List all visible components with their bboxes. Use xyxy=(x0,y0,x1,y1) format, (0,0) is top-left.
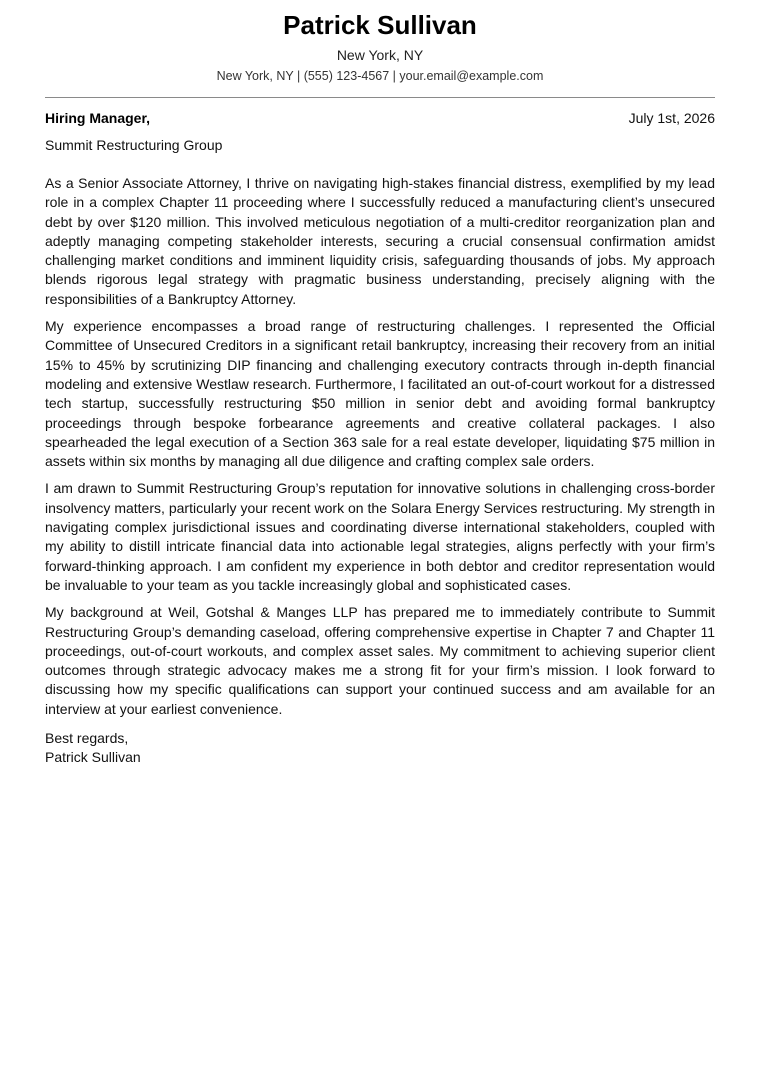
sender-name: Patrick Sullivan xyxy=(283,10,477,40)
sender-contact-line: New York, NY | (555) 123-4567 | your.email@example.com xyxy=(216,69,544,83)
sender-location: New York, NY xyxy=(336,47,424,63)
letter-closing-block xyxy=(45,729,715,768)
body-paragraph-3: I am drawn to Summit Restructuring Group’s reputation for innovative solutions in challenging cross-border insolvency matters, particularly your recent work on the Solara Energy Services restructuring. My strength in navigating complex jurisdictional issues and coordinating diverse international stakeholders, coupled with my ability to distill intricate financial data into actionable legal strategies, aligns perfectly with your firm’s forward-thinking approach. I am confident my experience in both debtor and creditor representation would be invaluable to your team as you tackle increasingly global and sophisticated cases. xyxy=(45,480,715,593)
letter-header xyxy=(45,0,715,84)
letter-body xyxy=(45,174,715,719)
body-paragraph-1: As a Senior Associate Attorney, I thrive on navigating high-stakes financial distress, exemplified by my lead role in a complex Chapter 11 proceeding where I successfully reduced a manufacturing client’s unsecured debt by over $120 million. This involved meticulous negotiation of a multi-creditor reorganization plan and adeptly managing competing stakeholder interests, securing a crucial consensual confirmation amidst challenging market conditions and imminent liquidity crisis, safeguarding thousands of jobs. My approach blends rigorous legal strategy with pragmatic business understanding, precisely aligning with the responsibilities of a Bankruptcy Attorney. xyxy=(45,175,715,307)
letter-date: July 1st, 2026 xyxy=(628,110,715,126)
recipient-date-row xyxy=(45,109,715,127)
closing-phrase: Best regards, xyxy=(45,730,129,747)
body-paragraph-2: My experience encompasses a broad range of restructuring challenges. I represented the Official Committee of Unsecured Creditors in a significant retail bankruptcy, increasing their recovery from an initial 15% to 45% by scrutinizing DIP financing and challenging executory contracts through in-depth financial modeling and extensive Westlaw research. Furthermore, I facilitated an out-of-court workout for a distressed tech startup, successfully restructuring $50 million in senior debt and avoiding formal bankruptcy proceedings through bespoke forbearance agreements and creative collateral packages. I also spearheaded the legal execution of a Section 363 sale for a real estate developer, liquidating $75 million in assets within six months by managing all due diligence and crafting complex sale orders. xyxy=(45,318,715,470)
header-divider xyxy=(45,97,715,98)
body-paragraph-4: My background at Weil, Gotshal & Manges LLP has prepared me to immediately contribute to Summit Restructuring Group’s demanding caseload, offering comprehensive expertise in Chapter 7 and Chapter 11 proceedings, out-of-court workouts, and complex asset sales. My commitment to achieving superior client outcomes through strategic advocacy makes me a strong fit for your firm’s mission. I look forward to discussing how my specific qualifications can support your continued success and am available for an interview at your earliest convenience. xyxy=(45,604,715,717)
signature-name: Patrick Sullivan xyxy=(45,749,141,766)
recipient-company: Summit Restructuring Group xyxy=(45,137,223,153)
recipient-salutation: Hiring Manager, xyxy=(45,110,151,126)
